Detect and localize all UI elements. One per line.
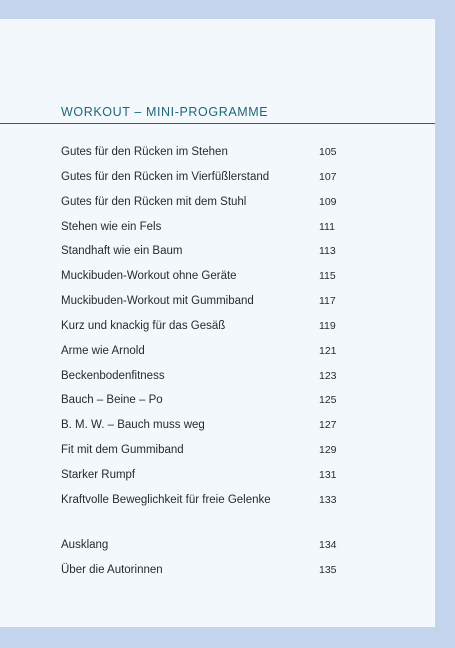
- toc-entry[interactable]: [61, 345, 351, 370]
- toc-entry-title: Kurz und knackig für das Gesäß: [61, 319, 226, 332]
- toc-entry[interactable]: [61, 221, 351, 246]
- toc-entry-page: 117: [319, 295, 336, 308]
- toc-entry-page: 123: [319, 369, 337, 382]
- section-divider: [0, 123, 435, 124]
- toc-entry[interactable]: [61, 469, 351, 494]
- toc-entry[interactable]: [61, 539, 351, 564]
- toc-entry-page: 107: [319, 170, 337, 183]
- toc-extra-list: [61, 539, 351, 589]
- toc-entry-page: 127: [319, 419, 337, 432]
- toc-entry-page: 129: [319, 444, 337, 457]
- toc-entry-title: Muckibuden-Workout ohne Geräte: [61, 270, 237, 283]
- toc-entry-title: Stehen wie ein Fels: [61, 220, 162, 233]
- toc-entry-page: 111: [319, 220, 335, 233]
- toc-entry-title: Über die Autorinnen: [61, 563, 163, 576]
- toc-entry-title: Gutes für den Rücken im Vierfüßlerstand: [61, 170, 270, 183]
- toc-entry-title: Beckenbodenfitness: [61, 369, 165, 382]
- toc-entry[interactable]: [61, 564, 351, 589]
- toc-entry-title: B. M. W. – Bauch muss weg: [61, 419, 205, 432]
- toc-entry-page: 135: [319, 563, 337, 576]
- toc-entry[interactable]: [61, 419, 351, 444]
- toc-entry-page: 133: [319, 493, 337, 506]
- toc-entry-title: Arme wie Arnold: [61, 344, 145, 357]
- toc-entry[interactable]: [61, 146, 351, 171]
- toc-entry-title: Starker Rumpf: [61, 468, 136, 481]
- toc-entry-title: Muckibuden-Workout mit Gummiband: [61, 295, 254, 308]
- toc-entry[interactable]: [61, 270, 351, 295]
- toc-entry[interactable]: [61, 196, 351, 221]
- toc-entry-title: Gutes für den Rücken mit dem Stuhl: [61, 195, 247, 208]
- toc-entry[interactable]: [61, 171, 351, 196]
- toc-entry-title: Bauch – Beine – Po: [61, 394, 163, 407]
- toc-entry[interactable]: [61, 320, 351, 345]
- toc-entry-page: 113: [319, 245, 336, 258]
- toc-entry[interactable]: [61, 370, 351, 395]
- toc-entry-title: Fit mit dem Gummiband: [61, 444, 184, 457]
- toc-entry[interactable]: [61, 245, 351, 270]
- toc-entry[interactable]: [61, 394, 351, 419]
- toc-entry-page: 109: [319, 195, 337, 208]
- section-title: WORKOUT – MINI-PROGRAMME: [61, 105, 269, 119]
- toc-entry-page: 119: [319, 319, 336, 332]
- toc-list: [61, 146, 351, 519]
- toc-entry-title: Gutes für den Rücken im Stehen: [61, 146, 228, 158]
- toc-entry[interactable]: [61, 444, 351, 469]
- toc-entry-page: 134: [319, 539, 337, 551]
- toc-entry-page: 125: [319, 394, 337, 407]
- toc-entry[interactable]: [61, 295, 351, 320]
- toc-entry-title: Standhaft wie ein Baum: [61, 245, 183, 258]
- toc-entry-page: 131: [319, 468, 337, 481]
- toc-entry-title: Ausklang: [61, 539, 109, 551]
- book-page: [0, 19, 435, 627]
- toc-entry-page: 121: [319, 344, 337, 357]
- toc-entry[interactable]: [61, 494, 351, 519]
- toc-entry-title: Kraftvolle Beweglichkeit für freie Gelenke: [61, 493, 271, 506]
- toc-entry-page: 105: [319, 146, 337, 158]
- toc-entry-page: 115: [319, 270, 336, 283]
